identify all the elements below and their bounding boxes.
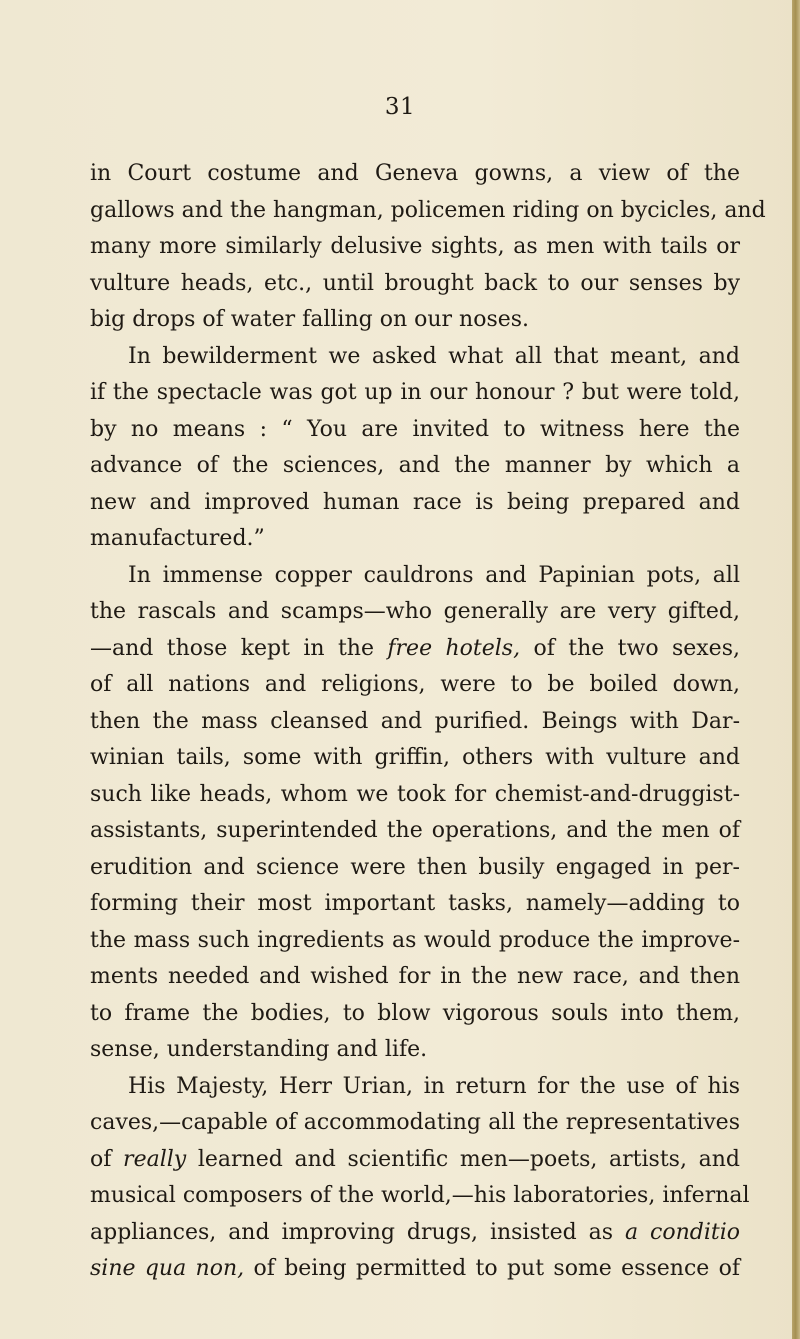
text-line: such like heads, whom we took for chemist-and-druggist- [90, 781, 740, 807]
text-line: erudition and science were then busily engaged in per- [90, 854, 740, 880]
text-line: many more similarly delusive sights, as men with tails or [90, 234, 740, 259]
text-line: In bewilderment we asked what all that meant, and [128, 343, 740, 369]
text-segment: of [90, 1146, 124, 1172]
text-line: His Majesty, Herr Urian, in return for the use of his [128, 1073, 740, 1099]
italic-phrase: free hotels, [387, 635, 521, 661]
text-line: advance of the sciences, and the manner by which a [90, 453, 740, 478]
text-line-mixed [90, 631, 740, 668]
text-line: winian tails, some with griffin, others with vulture and [90, 745, 740, 770]
text-line: caves,—capable of accommodating all the representatives [90, 1110, 740, 1135]
italic-phrase: really [123, 1146, 187, 1172]
text-line: big drops of water falling on our noses. [90, 307, 530, 332]
paragraph-3 [90, 558, 740, 1069]
paragraph-2 [90, 339, 740, 558]
text-line: ments needed and wished for in the new race, and then [90, 964, 740, 989]
text-line-mixed [90, 1251, 740, 1288]
text-segment: —and those kept in the [90, 635, 388, 661]
paragraph-1 [90, 156, 766, 339]
text-line: new and improved human race is being prepared and [90, 489, 740, 515]
text-segment: appliances, and improving drugs, insisted as [90, 1219, 625, 1245]
page-edge-shadow [792, 0, 800, 1339]
italic-phrase: a conditio [624, 1219, 740, 1245]
paragraph-4 [90, 1069, 750, 1288]
body-text [90, 156, 766, 1288]
text-line: by no means : “ You are invited to witness here the [90, 416, 740, 442]
text-line: the mass such ingredients as would produce the improve- [90, 927, 740, 953]
text-segment: learned and scientific men—poets, artists, and [186, 1146, 740, 1172]
text-line: to frame the bodies, to blow vigorous souls into them, [90, 1000, 740, 1026]
text-line: forming their most important tasks, namely—adding to [90, 891, 740, 916]
text-line: gallows and the hangman, policemen riding on bycicles, and [90, 197, 766, 223]
text-line-mixed [90, 1215, 740, 1252]
text-line: assistants, superintended the operations, and the men of [90, 818, 740, 843]
text-line: sense, understanding and life. [90, 1037, 428, 1062]
text-line: if the spectacle was got up in our honour ? but were told, [90, 380, 740, 405]
italic-phrase: sine qua non, [90, 1256, 245, 1281]
text-line-mixed [90, 1142, 740, 1179]
text-line: then the mass cleansed and purified. Beings with Dar- [90, 708, 740, 734]
page-number: 31 [384, 94, 416, 120]
text-line: in Court costume and Geneva gowns, a view of the [90, 161, 740, 186]
text-line: the rascals and scamps—who generally are very gifted, [90, 599, 740, 624]
text-line: musical composers of the world,—his laboratories, infernal [90, 1183, 750, 1208]
text-line: vulture heads, etc., until brought back to our senses by [90, 270, 740, 296]
text-line: of all nations and religions, were to be boiled down, [90, 672, 740, 697]
text-line: manufactured.” [90, 526, 265, 551]
text-segment: of the two sexes, [520, 635, 740, 661]
text-segment: of being permitted to put some essence of [244, 1256, 741, 1281]
text-line: In immense copper cauldrons and Papinian pots, all [128, 562, 740, 588]
